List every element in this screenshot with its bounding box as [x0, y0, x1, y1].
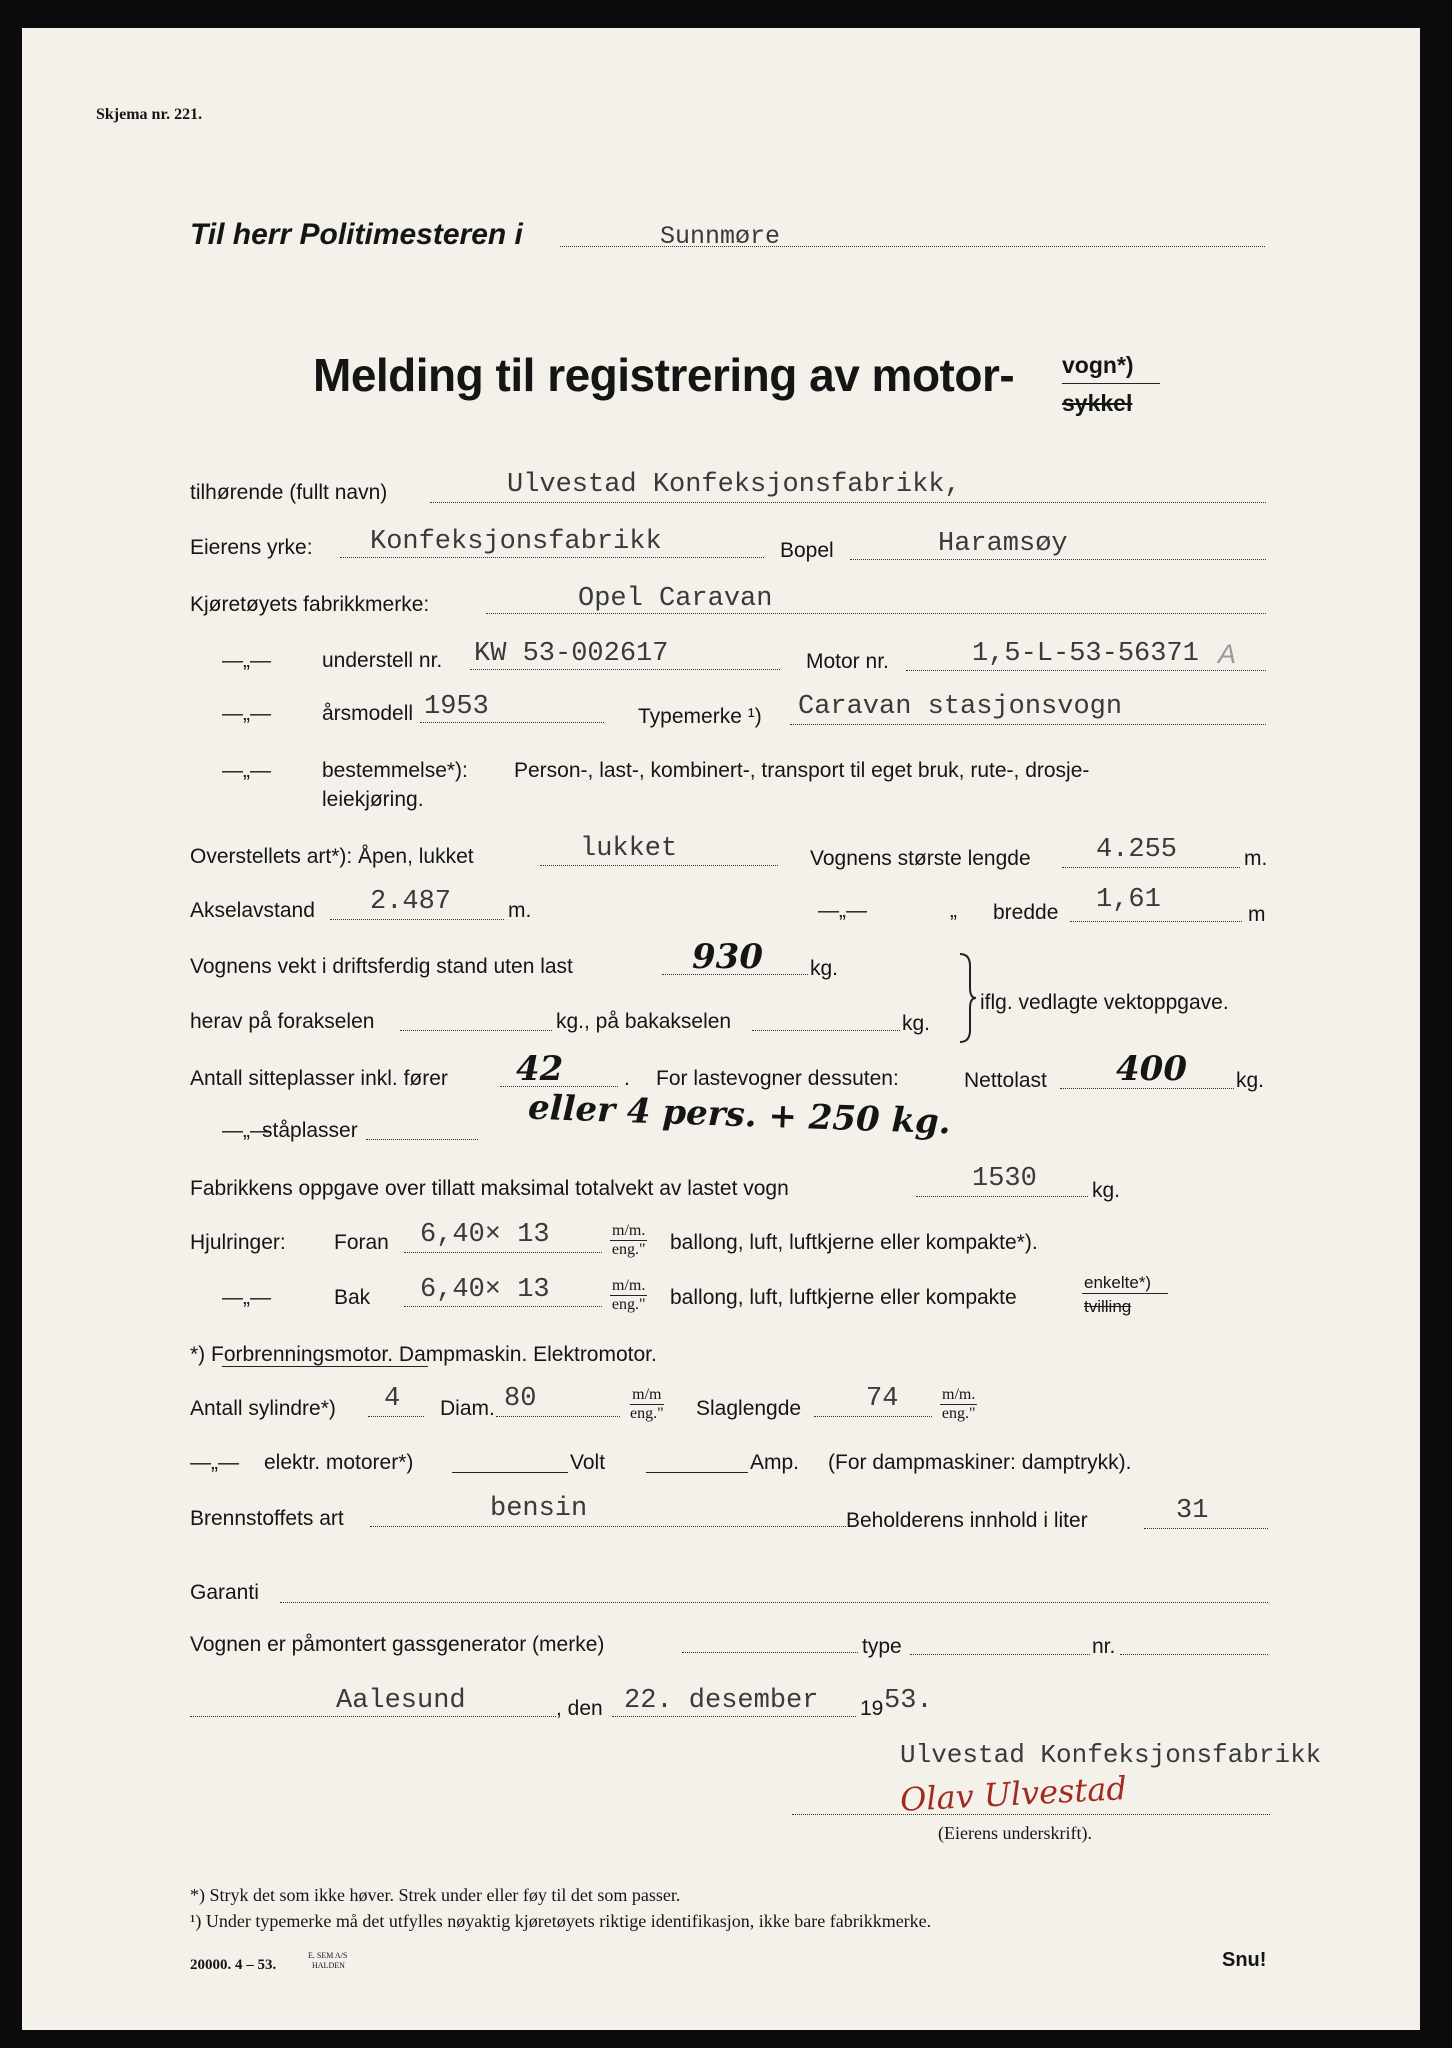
residence-line	[850, 559, 1266, 560]
rear-axle-unit: kg.	[902, 1012, 931, 1035]
cylinders-value: 4	[384, 1384, 401, 1414]
wheelbase-unit: m.	[508, 899, 532, 922]
wheelbase-label: Akselavstand	[190, 899, 315, 922]
title-option-sykkel: sykkel	[1062, 390, 1133, 416]
purpose-text-1: Person-, last-, kombinert-, transport til eget bruk, rute-, drosje-	[514, 759, 1090, 782]
owner-name-value: Ulvestad Konfeksjonsfabrikk,	[507, 470, 961, 500]
form-title: Melding til registrering av motor-	[313, 349, 1015, 401]
front-wheel-value: 6,40× 13	[420, 1220, 550, 1250]
standing-line	[366, 1139, 478, 1140]
front-wheel-line	[404, 1252, 602, 1253]
warranty-line	[280, 1602, 1268, 1603]
max-weight-value: 1530	[972, 1164, 1037, 1194]
max-weight-label: Fabrikkens oppgave over tillatt maksimal totalvekt av lastet vogn	[190, 1177, 789, 1200]
printer-imprint-2: HALDEN	[312, 1961, 345, 1970]
rear-wheel-unit: m/m. eng."	[611, 1277, 646, 1314]
weight-value: 930	[692, 937, 763, 977]
place-value: Aalesund	[336, 1686, 466, 1716]
make-value: Opel Caravan	[578, 584, 773, 614]
ditto-year: —„—	[222, 702, 271, 725]
chassis-value: KW 53-002617	[474, 639, 669, 669]
tank-label: Beholderens innhold i liter	[846, 1509, 1088, 1532]
volt-line	[646, 1472, 748, 1473]
weight-brace	[956, 952, 978, 1044]
net-load-label: Nettolast	[964, 1069, 1047, 1092]
cylinders-label: Antall sylindre*)	[190, 1397, 336, 1420]
title-option-vogn: vogn*)	[1062, 352, 1134, 378]
body-value: lukket	[580, 834, 678, 864]
year-suffix: 53.	[884, 1686, 933, 1716]
gas-generator-label: Vognen er påmontert gassgenerator (merke)	[190, 1633, 605, 1656]
engine-types: *) Forbrenningsmotor. Dampmaskin. Elektromotor.	[190, 1343, 657, 1366]
make-label: Kjøretøyets fabrikkmerke:	[190, 593, 430, 616]
truck-label: For lastevogner dessuten:	[656, 1067, 899, 1090]
front-axle-label: herav på forakselen	[190, 1010, 375, 1033]
seats-label: Antall sitteplasser inkl. fører	[190, 1067, 448, 1090]
gas-generator-line	[682, 1652, 858, 1653]
amp-label: Amp.	[750, 1451, 800, 1474]
type-line	[790, 724, 1266, 725]
ditto-standing: —„—	[222, 1119, 271, 1142]
body-label: Overstellets art*): Åpen, lukket	[190, 845, 474, 868]
length-value: 4.255	[1096, 835, 1178, 865]
motor-suffix: A	[1218, 639, 1237, 669]
fuel-line	[370, 1526, 846, 1527]
year-label: årsmodell	[322, 702, 414, 725]
electric-line	[452, 1472, 568, 1473]
addressee-label: Til herr Politimesteren i	[190, 218, 523, 251]
rear-wheel-label: Bak	[334, 1286, 371, 1309]
turn-over-note: Snu!	[1222, 1949, 1267, 1971]
front-axle-line	[400, 1030, 552, 1031]
wheelbase-value: 2.487	[370, 887, 452, 917]
width-label: bredde	[993, 901, 1059, 924]
width-value: 1,61	[1096, 885, 1161, 915]
volt-label: Volt	[570, 1451, 606, 1474]
wheelbase-line	[330, 919, 504, 920]
length-unit: m.	[1244, 847, 1268, 870]
width-unit: m	[1248, 903, 1266, 926]
footnote-1: *) Stryk det som ikke høver. Strek under eller føy til det som passer.	[190, 1885, 681, 1905]
printer-code: 20000. 4 – 53.	[190, 1957, 277, 1973]
motor-value: 1,5-L-53-56371	[972, 639, 1199, 669]
warranty-label: Garanti	[190, 1581, 259, 1604]
front-wheel-unit: m/m. eng."	[611, 1222, 646, 1259]
form-number: Skjema nr. 221.	[96, 106, 203, 123]
chassis-label: understell nr.	[322, 649, 443, 672]
residence-value: Haramsøy	[938, 529, 1068, 559]
date-value: 22. desember	[624, 1686, 819, 1716]
ditto-electric: —„—	[190, 1451, 239, 1474]
length-label: Vognens største lengde	[810, 847, 1031, 870]
occupation-label: Eierens yrke:	[190, 536, 313, 559]
year-value: 1953	[424, 692, 489, 722]
net-load-value: 400	[1116, 1049, 1187, 1089]
owner-signature: Olav Ulvestad	[899, 1769, 1128, 1819]
place-line	[190, 1716, 556, 1717]
title-fraction-bar	[1062, 383, 1160, 384]
stroke-label: Slaglengde	[696, 1397, 802, 1420]
chassis-line	[470, 669, 780, 670]
year-line	[420, 722, 604, 723]
diameter-label: Diam.	[440, 1397, 495, 1420]
wheels-label: Hjulringer:	[190, 1231, 286, 1254]
seats-period: .	[624, 1067, 630, 1090]
purpose-label: bestemmelse*):	[322, 759, 468, 782]
standing-label: ståplasser	[262, 1119, 358, 1142]
date-line	[612, 1716, 856, 1717]
motor-line	[906, 670, 1266, 671]
type-label: Typemerke ¹)	[638, 705, 762, 728]
width-line	[1070, 921, 1242, 922]
engine-type-underline	[222, 1366, 428, 1367]
weight-label: Vognens vekt i driftsferdig stand uten last	[190, 955, 573, 978]
weight-unit: kg.	[810, 957, 839, 980]
signature-caption: (Eierens underskrift).	[938, 1823, 1092, 1843]
tank-value: 31	[1176, 1496, 1209, 1526]
residence-label: Bopel	[780, 539, 834, 562]
gas-nr-line	[1120, 1654, 1268, 1655]
date-den: , den	[556, 1697, 603, 1720]
ditto-width: —„—	[818, 899, 867, 922]
purpose-text-2: leiekjøring.	[322, 788, 424, 811]
fuel-value: bensin	[490, 1494, 588, 1524]
seats-value: 42	[516, 1049, 564, 1089]
rear-wheel-line	[404, 1306, 602, 1307]
rear-axle-line	[752, 1030, 900, 1031]
stroke-line	[814, 1416, 932, 1417]
tire-fraction-bar	[1082, 1293, 1168, 1294]
signature-line	[792, 1814, 1270, 1815]
front-axle-unit: kg., på bakakselen	[556, 1010, 732, 1033]
owner-name-label: tilhørende (fullt navn)	[190, 481, 388, 504]
stroke-value: 74	[866, 1384, 899, 1414]
gas-nr-label: nr.	[1092, 1635, 1116, 1658]
stroke-unit: m/m. eng."	[941, 1386, 976, 1423]
owner-name-line	[430, 502, 1266, 503]
electric-label: elektr. motorer*)	[264, 1451, 414, 1474]
standing-note: eller 4 pers. + 250 kg.	[527, 1087, 952, 1143]
front-wheel-options: ballong, luft, luftkjerne eller kompakte*).	[670, 1231, 1038, 1254]
printer-imprint-1: E. SEM A/S	[308, 1951, 348, 1960]
tire-single: enkelte*)	[1084, 1273, 1152, 1292]
addressee-value: Sunnmøre	[660, 222, 781, 251]
ditto-purpose: —„—	[222, 759, 271, 782]
ditto-quote: „	[950, 899, 957, 922]
type-value: Caravan stasjonsvogn	[798, 692, 1123, 722]
net-load-unit: kg.	[1236, 1069, 1265, 1092]
rear-wheel-value: 6,40× 13	[420, 1275, 550, 1305]
weight-note: iflg. vedlagte vektoppgave.	[980, 991, 1229, 1014]
ditto-rear-wheel: —„—	[222, 1286, 271, 1309]
motor-label: Motor nr.	[806, 650, 889, 673]
diameter-value: 80	[504, 1384, 537, 1414]
body-line	[540, 865, 778, 866]
ditto-chassis: —„—	[222, 649, 271, 672]
fuel-label: Brennstoffets art	[190, 1507, 344, 1530]
steam-note: (For dampmaskiner: damptrykk).	[828, 1451, 1132, 1474]
company-stamp: Ulvestad Konfeksjonsfabrikk	[900, 1740, 1322, 1770]
length-line	[1062, 867, 1240, 868]
year-prefix: 19	[860, 1697, 884, 1720]
diameter-line	[496, 1416, 620, 1417]
rear-wheel-options: ballong, luft, luftkjerne eller kompakte	[670, 1286, 1017, 1309]
gas-type-label: type	[862, 1635, 902, 1658]
occupation-line	[340, 557, 764, 558]
footnote-2: ¹) Under typemerke må det utfylles nøyaktig kjøretøyets riktige identifikasjon, ikke bare fabrikkmerke.	[190, 1911, 932, 1931]
max-weight-line	[916, 1196, 1088, 1197]
front-wheel-label: Foran	[334, 1231, 389, 1254]
occupation-value: Konfeksjonsfabrikk	[370, 527, 662, 557]
gas-type-line	[910, 1654, 1090, 1655]
tire-twin: tvilling	[1084, 1297, 1132, 1316]
cylinders-line	[368, 1416, 424, 1417]
max-weight-unit: kg.	[1092, 1179, 1121, 1202]
diameter-unit: m/m eng."	[630, 1386, 664, 1423]
tank-line	[1144, 1528, 1268, 1529]
